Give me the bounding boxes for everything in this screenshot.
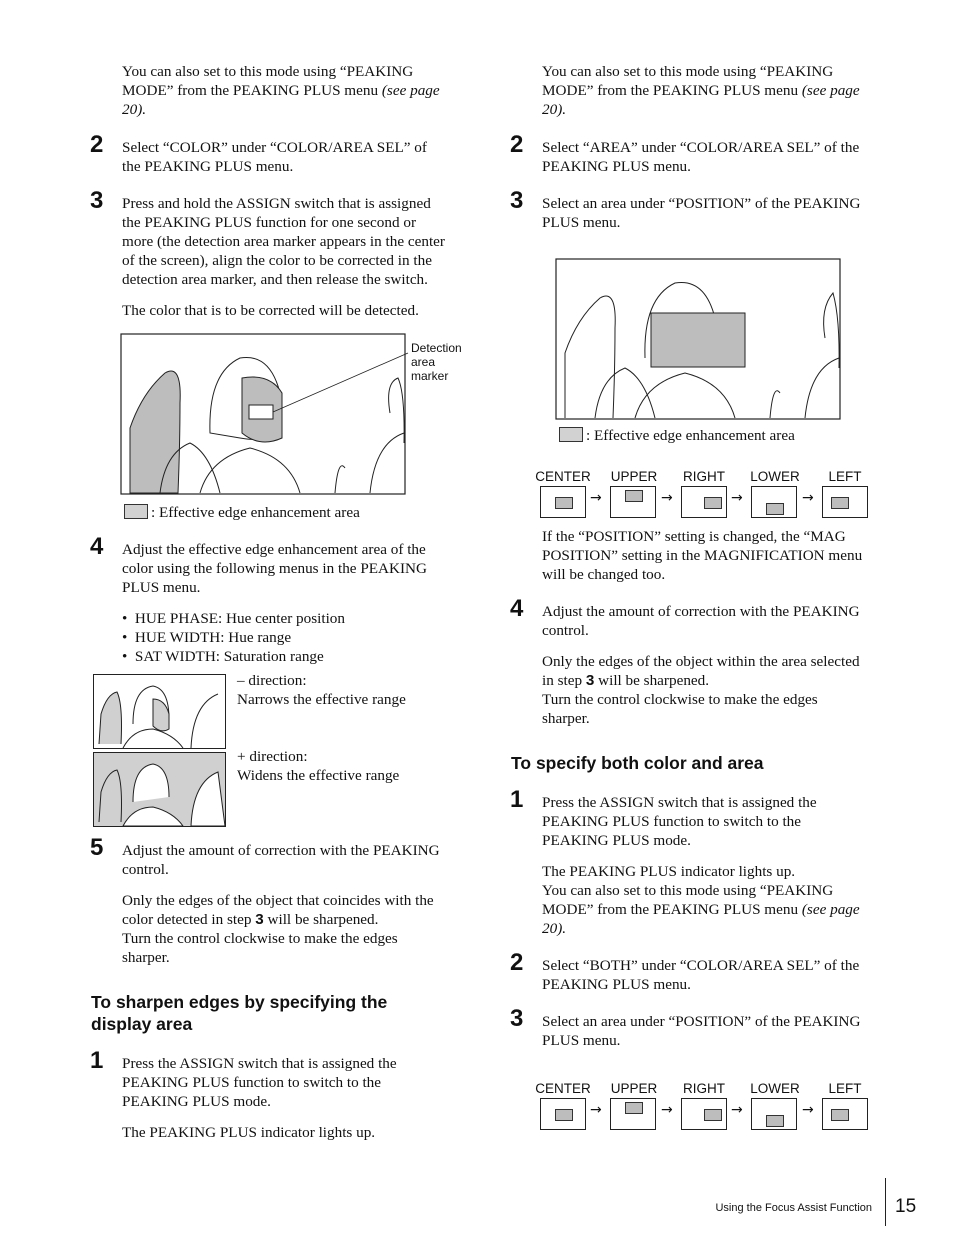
legend: : Effective edge enhancement area bbox=[559, 426, 795, 445]
position-label-center: CENTER bbox=[535, 469, 591, 484]
arrow-icon: → bbox=[802, 1102, 814, 1118]
arrow-icon: → bbox=[661, 1102, 673, 1118]
position-lower-box bbox=[751, 1098, 797, 1130]
detected-text: The color that is to be corrected will be detected. bbox=[122, 302, 419, 319]
page-number: 15 bbox=[895, 1196, 917, 1217]
arrow-icon: → bbox=[590, 1102, 602, 1118]
position-center-box bbox=[540, 486, 586, 518]
position-label-left: LEFT bbox=[828, 1081, 862, 1096]
footer-section-title: Using the Focus Assist Function bbox=[715, 1202, 872, 1214]
step-number: 1 bbox=[510, 786, 524, 813]
list-item: • HUE WIDTH: Hue range bbox=[122, 629, 292, 646]
left-step-3: Press and hold the ASSIGN switch that is assigned the PEAKING PLUS function for one second or more (the detection area marker appears in the center of the screen), align the color to be corrected in the detection area marker, and then release the switch. bbox=[122, 195, 445, 288]
position-right-box bbox=[681, 1098, 727, 1130]
right-both-step-1-detail: The PEAKING PLUS indicator lights up. You can also set to this mode using “PEAKING MODE” from the PEAKING PLUS menu (see page 20). bbox=[542, 863, 860, 937]
left-step-2: Select “COLOR” under “COLOR/AREA SEL” of the PEAKING PLUS menu. bbox=[122, 139, 427, 175]
step-number: 3 bbox=[510, 187, 524, 214]
area-marker bbox=[766, 503, 784, 515]
step-number: 2 bbox=[510, 131, 524, 158]
plus-direction: + direction: Widens the effective range bbox=[237, 748, 400, 784]
right-both-step-1: Press the ASSIGN switch that is assigned the PEAKING PLUS function to switch to the PEAKING PLUS mode. bbox=[542, 794, 817, 849]
step-number: 4 bbox=[510, 595, 524, 622]
arrow-icon: → bbox=[731, 1102, 743, 1118]
left-area-step-1: Press the ASSIGN switch that is assigned the PEAKING PLUS function to switch to the PEAKING PLUS mode. bbox=[122, 1055, 397, 1110]
area-marker bbox=[766, 1115, 784, 1127]
list-item: • SAT WIDTH: Saturation range bbox=[122, 648, 324, 665]
right-both-step-2: Select “BOTH” under “COLOR/AREA SEL” of the PEAKING PLUS menu. bbox=[542, 957, 860, 993]
step-number: 2 bbox=[90, 131, 104, 158]
area-marker bbox=[831, 497, 849, 509]
legend-swatch bbox=[124, 504, 148, 519]
right-both-step-3: Select an area under “POSITION” of the PEAKING PLUS menu. bbox=[542, 1013, 861, 1049]
arrow-icon: → bbox=[661, 490, 673, 506]
legend-swatch bbox=[559, 427, 583, 442]
position-center-box bbox=[540, 1098, 586, 1130]
area-marker bbox=[625, 490, 643, 502]
position-label-right: RIGHT bbox=[683, 1081, 725, 1096]
arrow-icon: → bbox=[802, 490, 814, 506]
legend: : Effective edge enhancement area bbox=[124, 503, 360, 522]
position-label-lower: LOWER bbox=[750, 469, 800, 484]
step-number: 4 bbox=[90, 533, 104, 560]
section-heading-both: To specify both color and area bbox=[511, 753, 764, 773]
position-lower-box bbox=[751, 486, 797, 518]
detection-area-marker-label: Detection area marker bbox=[411, 341, 462, 383]
left-step-5: Adjust the amount of correction with the PEAKING control. bbox=[122, 842, 440, 878]
wide-range-thumbnail bbox=[93, 752, 227, 828]
footer-divider bbox=[885, 1178, 886, 1226]
position-left-box bbox=[822, 486, 868, 518]
area-marker bbox=[704, 1109, 722, 1121]
position-label-center: CENTER bbox=[535, 1081, 591, 1096]
minus-direction: – direction: Narrows the effective range bbox=[237, 672, 406, 708]
position-right-box bbox=[681, 486, 727, 518]
section-heading-area: To sharpen edges by specifying the display area bbox=[91, 992, 388, 1034]
position-label-left: LEFT bbox=[828, 469, 862, 484]
area-marker bbox=[831, 1109, 849, 1121]
step-number: 2 bbox=[510, 949, 524, 976]
step-number: 5 bbox=[90, 834, 104, 861]
area-detection-illustration bbox=[555, 258, 843, 422]
position-upper-box bbox=[610, 1098, 656, 1130]
indicator-text: The PEAKING PLUS indicator lights up. bbox=[122, 1124, 376, 1141]
position-left-box bbox=[822, 1098, 868, 1130]
arrow-icon: → bbox=[731, 490, 743, 506]
position-note: If the “POSITION” setting is changed, the “MAG POSITION” setting in the MAGNIFICATION menu will be changed too. bbox=[542, 528, 863, 583]
position-label-lower: LOWER bbox=[750, 1081, 800, 1096]
left-intro: You can also set to this mode using “PEAKING MODE” from the PEAKING PLUS menu (see page 20). bbox=[122, 63, 440, 118]
area-marker bbox=[625, 1102, 643, 1114]
position-upper-box bbox=[610, 486, 656, 518]
right-step-3: Select an area under “POSITION” of the PEAKING PLUS menu. bbox=[542, 195, 861, 231]
left-step-4: Adjust the effective edge enhancement area of the color using the following menus in the PEAKING PLUS menu. bbox=[122, 541, 427, 596]
area-marker bbox=[555, 1109, 573, 1121]
right-step-4-detail: Only the edges of the object within the area selected in step 3 will be sharpened. Turn the control clockwise to make the edges sharper. bbox=[542, 653, 860, 727]
menu-bullet-list bbox=[122, 609, 472, 666]
position-label-right: RIGHT bbox=[683, 469, 725, 484]
area-marker bbox=[555, 497, 573, 509]
position-label-upper: UPPER bbox=[610, 469, 658, 484]
right-intro: You can also set to this mode using “PEAKING MODE” from the PEAKING PLUS menu (see page 20). bbox=[542, 63, 860, 118]
area-marker bbox=[704, 497, 722, 509]
arrow-icon: → bbox=[590, 490, 602, 506]
left-step-5-detail: Only the edges of the object that coincides with the color detected in step 3 will be sharpened. Turn the control clockwise to make the edges sharper. bbox=[122, 892, 434, 966]
narrow-range-thumbnail bbox=[93, 674, 227, 750]
right-step-4: Adjust the amount of correction with the PEAKING control. bbox=[542, 603, 860, 639]
step-number: 1 bbox=[90, 1047, 104, 1074]
position-label-upper: UPPER bbox=[610, 1081, 658, 1096]
step-number: 3 bbox=[90, 187, 104, 214]
step-number: 3 bbox=[510, 1005, 524, 1032]
right-step-2: Select “AREA” under “COLOR/AREA SEL” of the PEAKING PLUS menu. bbox=[542, 139, 860, 175]
list-item: • HUE PHASE: Hue center position bbox=[122, 610, 345, 627]
